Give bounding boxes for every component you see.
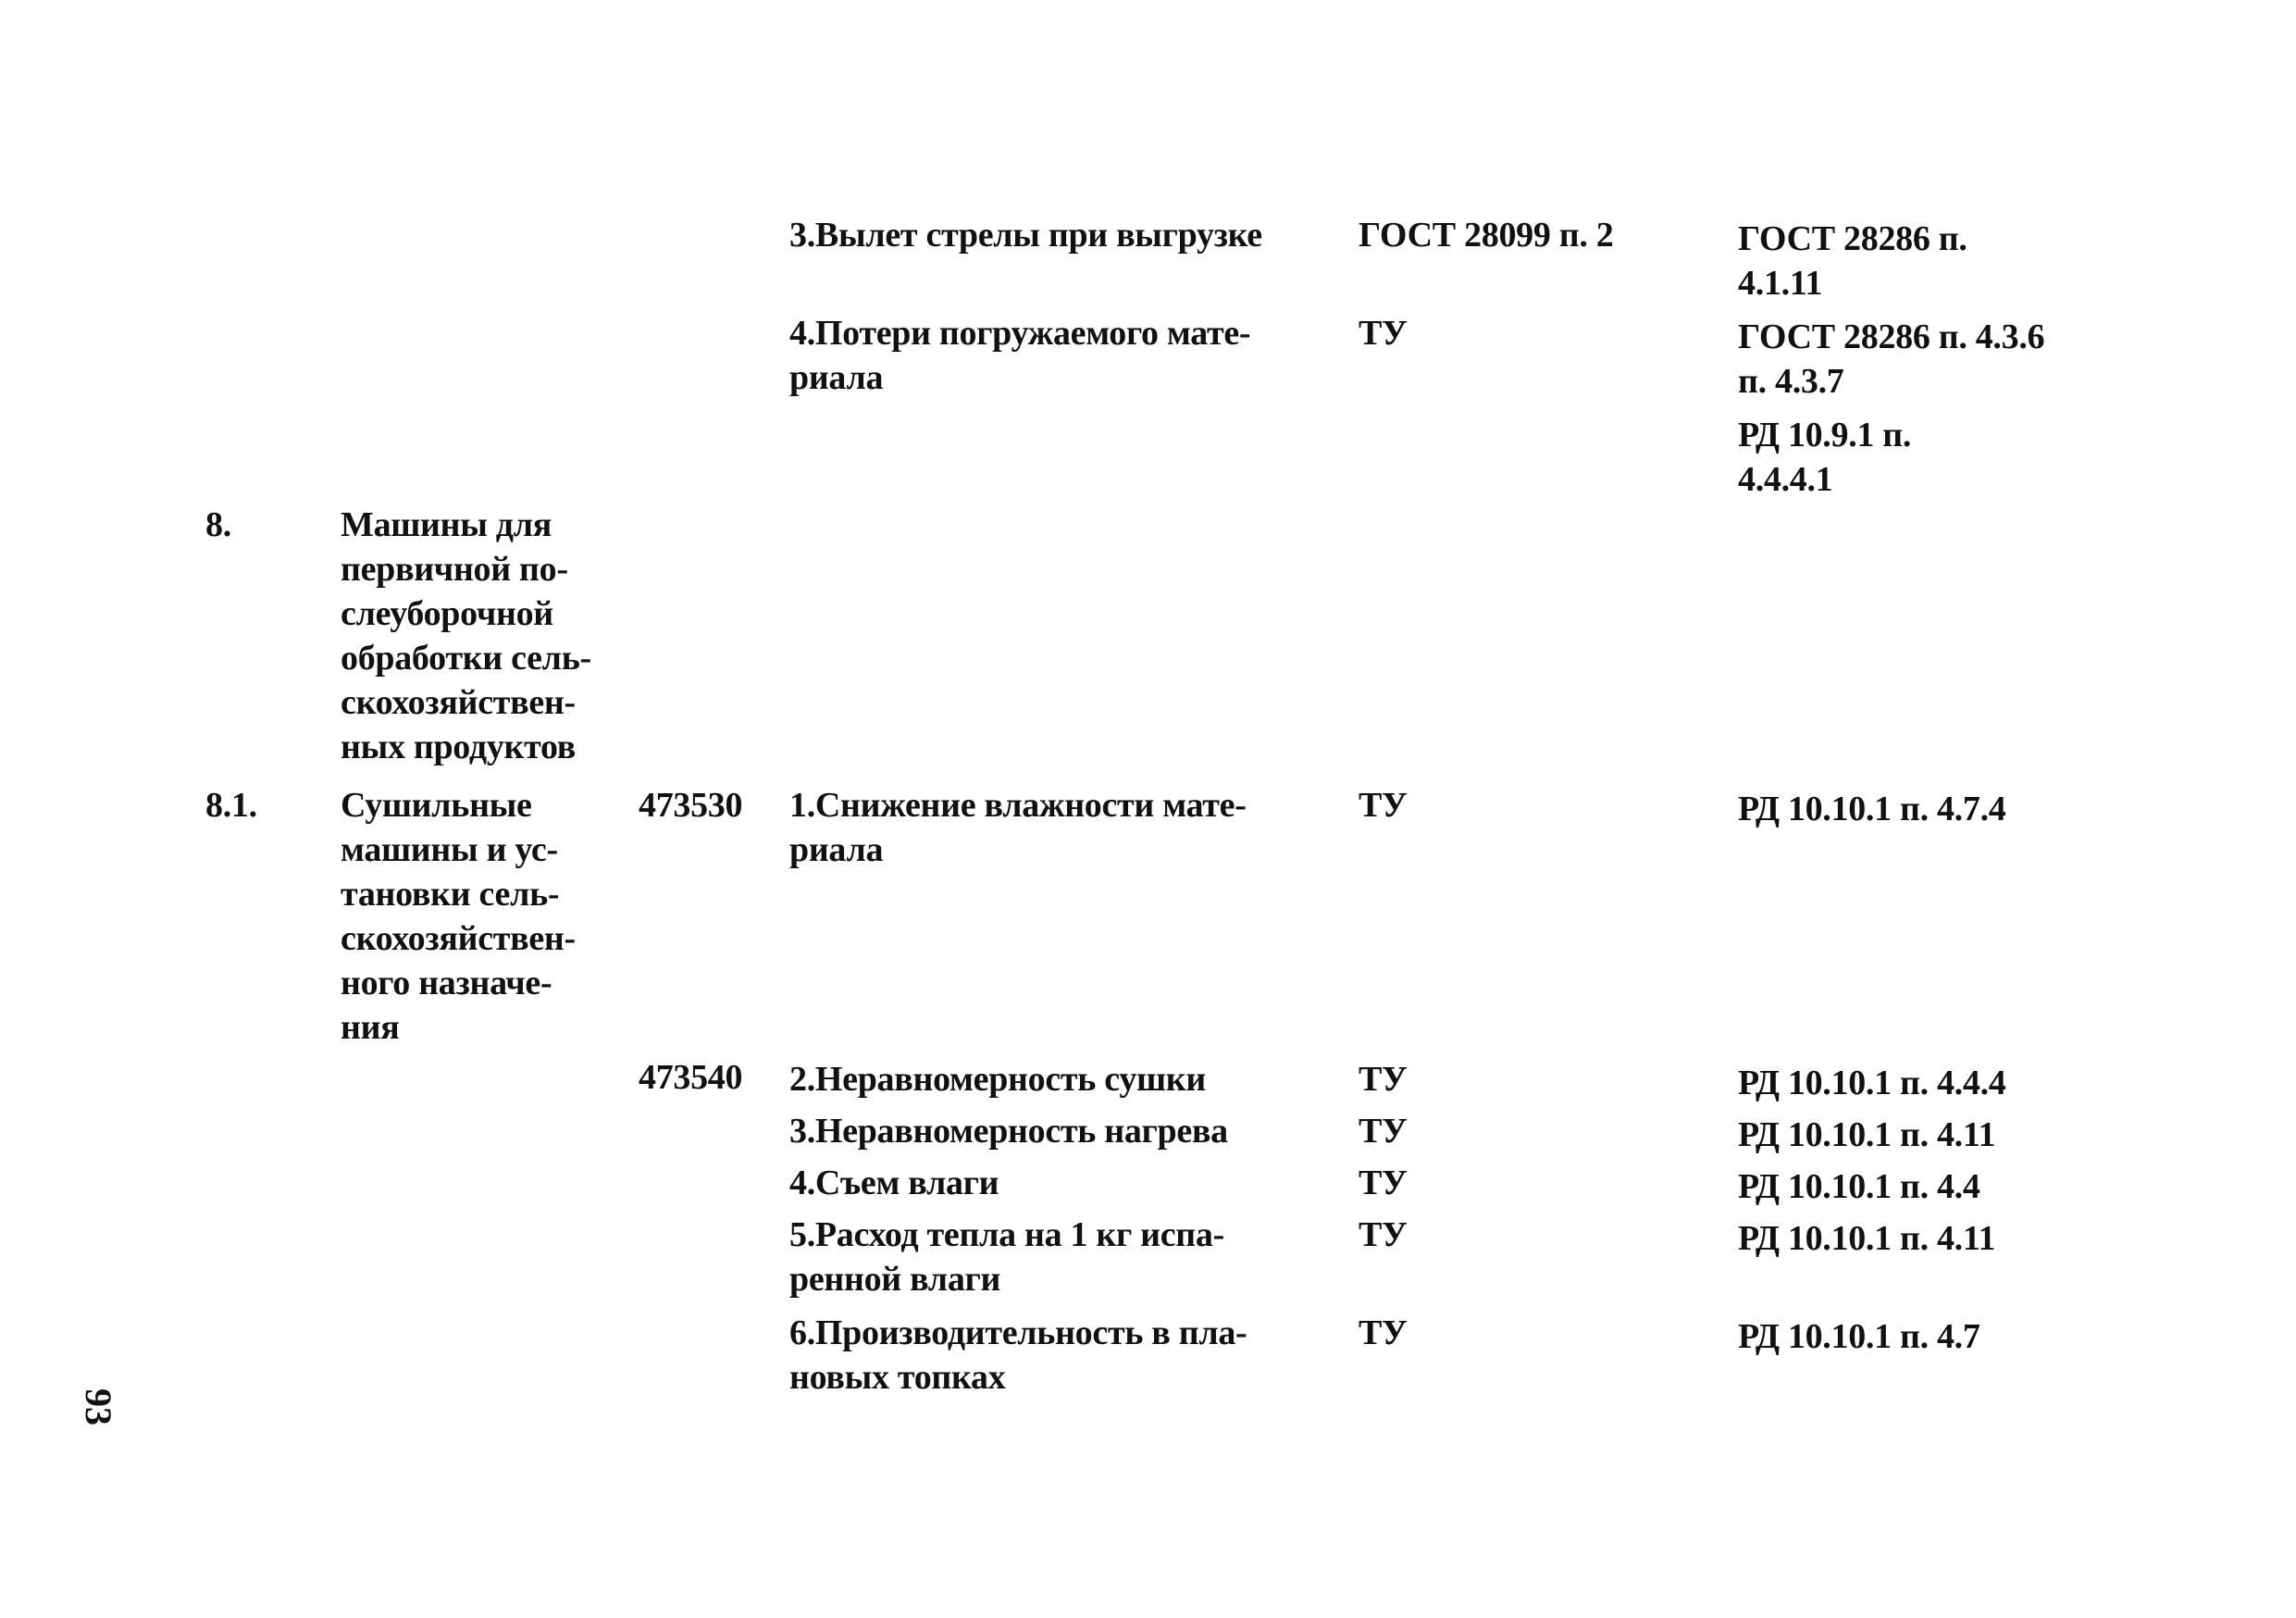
indicator-moisture-removal: 4.Съем влаги xyxy=(789,1164,999,1202)
method-material-loss-rd: РД 10.9.1 п. 4.4.4.1 xyxy=(1738,416,1912,499)
indicator-drying-unevenness: 2.Неравномерность сушки xyxy=(789,1060,1206,1099)
section-number-8: 8. xyxy=(205,505,231,544)
indicator-moisture-reduction: 1.Снижение влажности мате- риала xyxy=(789,786,1247,869)
method-moisture-removal: РД 10.10.1 п. 4.4 xyxy=(1738,1167,1980,1206)
method-drying-unevenness: РД 10.10.1 п. 4.4.4 xyxy=(1738,1064,2006,1102)
section-name-8-1: Сушильные машины и ус- тановки сель- скохозяйствен- ного назначе- ния xyxy=(341,786,576,1047)
section-number-8-1: 8.1. xyxy=(205,786,257,825)
doc-moisture-reduction: ТУ xyxy=(1359,786,1408,825)
method-material-loss: ГОСТ 28286 п. 4.3.6 п. 4.3.7 xyxy=(1738,317,2045,401)
doc-material-loss: ТУ xyxy=(1359,314,1408,353)
method-productivity: РД 10.10.1 п. 4.7 xyxy=(1738,1317,1980,1356)
page-number: 93 xyxy=(78,1388,119,1425)
method-heating-unevenness: РД 10.10.1 п. 4.11 xyxy=(1738,1115,1996,1154)
indicator-heat-consumption: 5.Расход тепла на 1 кг испа- ренной влаги xyxy=(789,1215,1224,1299)
method-moisture-reduction: РД 10.10.1 п. 4.7.4 xyxy=(1738,790,2006,828)
method-boom-reach: ГОСТ 28286 п. 4.1.11 xyxy=(1738,219,1967,303)
indicator-heating-unevenness: 3.Неравномерность нагрева xyxy=(789,1112,1228,1151)
indicator-material-loss: 4.Потери погружаемого мате- риала xyxy=(789,314,1251,397)
doc-drying-unevenness: ТУ xyxy=(1359,1060,1408,1099)
doc-heat-consumption: ТУ xyxy=(1359,1215,1408,1254)
indicator-productivity: 6.Производительность в пла- новых топках xyxy=(789,1313,1247,1397)
indicator-boom-reach: 3.Вылет стрелы при выгрузке xyxy=(789,216,1262,255)
code-473540: 473540 xyxy=(639,1058,743,1097)
method-heat-consumption: РД 10.10.1 п. 4.11 xyxy=(1738,1219,1996,1258)
doc-heating-unevenness: ТУ xyxy=(1359,1112,1408,1151)
section-name-8: Машины для первичной по- слеуборочной обработки сель- скохозяйствен- ных продуктов xyxy=(341,505,591,766)
doc-moisture-removal: ТУ xyxy=(1359,1164,1408,1202)
doc-boom-reach: ГОСТ 28099 п. 2 xyxy=(1359,216,1614,255)
code-473530: 473530 xyxy=(639,786,743,825)
doc-productivity: ТУ xyxy=(1359,1313,1408,1352)
